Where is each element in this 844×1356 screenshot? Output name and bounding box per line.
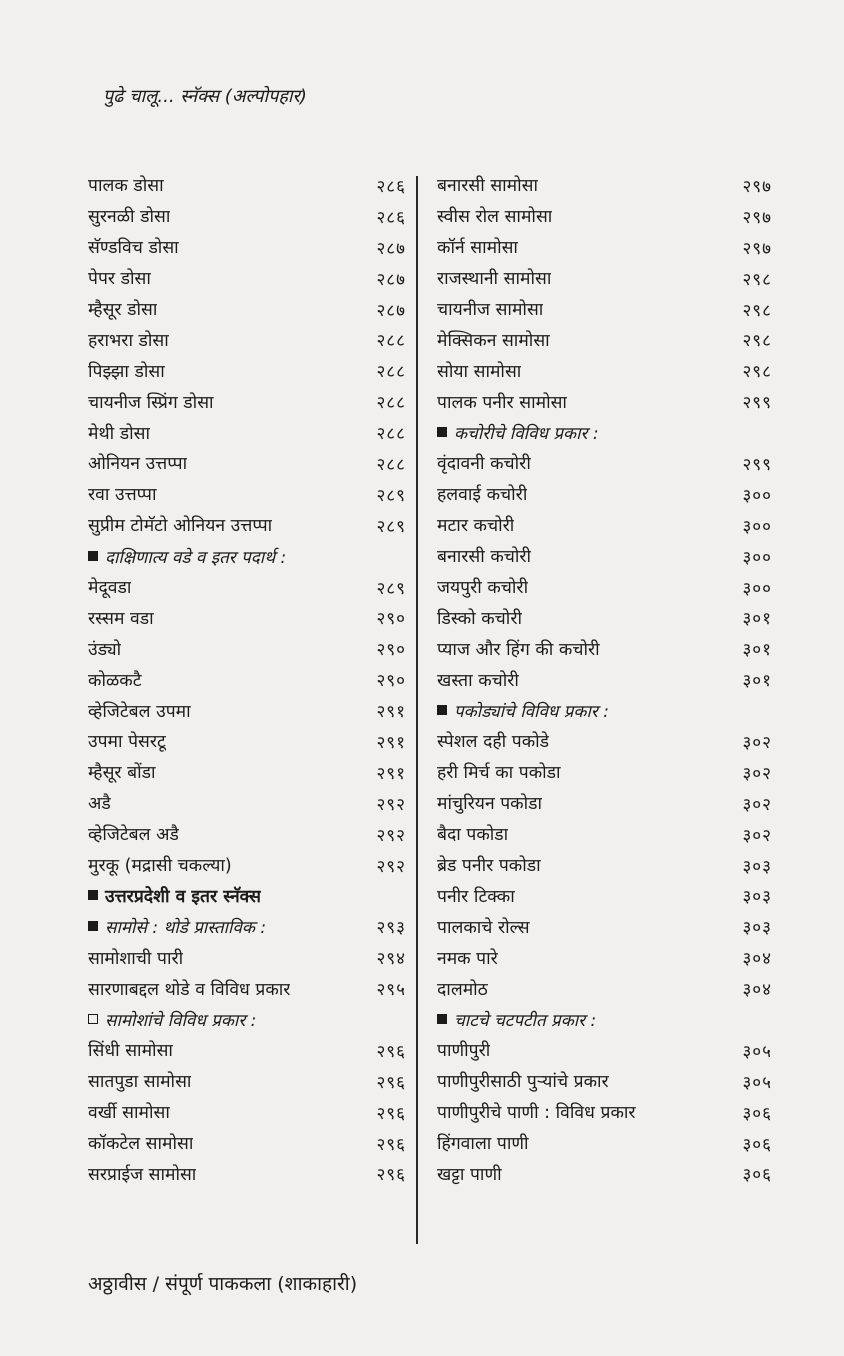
toc-page-number: २८८ [376,331,406,352]
toc-entry-text: कॉकटेल सामोसा [88,1134,194,1155]
toc-entry-title [88,1162,196,1186]
toc-entry-title [437,606,522,630]
toc-entry-text: वृंदावनी कचोरी [437,454,531,475]
toc-entry-text: ओनियन उत्तप्पा [88,454,188,475]
toc-page-number: २८७ [376,238,406,259]
toc-entry-text: पालक पनीर सामोसा [437,392,567,413]
toc-entry [437,1128,772,1159]
toc-entry-title [88,1100,170,1124]
toc-page-number: ३०३ [742,918,772,939]
filled-square-bullet-icon [88,921,98,931]
toc-entry [437,324,772,355]
toc-page-number: २९७ [742,207,772,228]
toc-entry-title [88,791,111,815]
toc-entry-title [88,266,151,290]
toc-entry [437,479,772,510]
toc-entry-title [437,173,538,197]
toc-entry [88,1097,406,1128]
toc-entry-title [88,915,266,938]
toc-entry-text: पकोड्यांचे विविध प्रकार : [454,702,609,723]
toc-entry-title [437,668,519,692]
toc-entry-title [88,1131,193,1155]
toc-entry-text: चायनीज स्प्रिंग डोसा [88,392,214,413]
toc-entry-title [88,328,169,352]
toc-entry-text: पाणीपुरी [437,1041,491,1062]
toc-entry-title [437,421,599,444]
toc-entry [437,1097,772,1128]
toc-page-number: २८९ [376,485,406,506]
toc-section-heading [437,695,772,726]
toc-entry [88,1159,406,1190]
toc-entry [437,788,772,819]
hollow-square-bullet-icon [88,1014,98,1024]
toc-entry-title [437,575,528,599]
toc-page-number: ३०१ [742,609,772,630]
toc-entry-text: पिझ्झा डोसा [88,361,165,382]
toc-page-number: २९६ [376,1103,406,1124]
toc-page-number: २८९ [376,578,406,599]
toc-entry-title [88,822,179,846]
toc-entry-title [88,390,214,414]
toc-page-number: २८८ [376,362,406,383]
toc-entry-title [437,297,543,321]
toc-entry-text: कचोरीचे विविध प्रकार : [454,424,599,445]
filled-square-bullet-icon [437,705,447,715]
toc-page-number: २९८ [742,300,772,321]
toc-entry-text: मांचुरियन पकोडा [437,794,543,815]
toc-entry [437,942,772,973]
toc-entry-title [88,575,131,599]
toc-entry [437,911,772,942]
toc-entry-title [437,1162,502,1186]
toc-entry-text: म्हैसूर बोंडा [88,763,156,784]
filled-square-bullet-icon [88,890,98,900]
toc-entry-text: राजस्थानी सामोसा [437,269,552,290]
toc-entry-text: व्हेजिटेबल अडै [88,825,179,846]
toc-entry-title [437,328,550,352]
filled-square-bullet-icon [437,1014,447,1024]
toc-entry-title [88,884,261,908]
toc-entry [437,664,772,695]
toc-page-number: २९२ [376,825,406,846]
toc-entry-text: दालमोठ [437,979,488,1000]
toc-entry-title [88,637,121,661]
toc-entry [437,510,772,541]
toc-entry [437,1035,772,1066]
toc-page-number: २८८ [376,393,406,414]
toc-entry-text: उपमा पेसरटू [88,732,166,753]
toc-entry [437,232,772,263]
toc-entry-title [437,946,498,970]
toc-entry-text: खट्टा पाणी [437,1164,502,1185]
toc-entry [88,819,406,850]
toc-entry-title [437,822,508,846]
toc-page-number: ३०१ [742,671,772,692]
toc-page-number: २९७ [742,238,772,259]
toc-entry [437,386,772,417]
toc-entry-text: व्हेजिटेबल उपमा [88,701,191,722]
toc-entry-title [88,977,290,1001]
toc-entry-title [88,760,156,784]
toc-entry-title [88,513,272,537]
toc-entry-title [437,204,552,228]
toc-entry-title [88,606,154,630]
toc-page-number: २९८ [742,269,772,290]
toc-page-number: ३०० [742,516,772,537]
toc-entry [437,448,772,479]
toc-page-number: २८९ [376,516,406,537]
toc-entry [88,1128,406,1159]
toc-entry [437,726,772,757]
toc-entry [88,788,406,819]
toc-entry-text: मुरकू (मद्रासी चकल्या) [88,856,232,877]
toc-page-number: २९७ [742,176,772,197]
toc-entry-text: मेक्सिकन सामोसा [437,330,550,351]
toc-entry-text: पेपर डोसा [88,269,151,290]
toc-entry-title [88,451,187,475]
toc-entry [437,633,772,664]
toc-entry-text: अडै [88,794,111,815]
toc-entry-title [437,482,527,506]
toc-entry [437,170,772,201]
toc-entry-text: मेथी डोसा [88,423,151,444]
toc-entry [88,1066,406,1097]
toc-entry-text: मेदूवडा [88,578,132,599]
toc-entry-title [437,1069,609,1093]
toc-page-number: ३०० [742,485,772,506]
toc-page-number: २९८ [742,331,772,352]
toc-entry [437,1066,772,1097]
toc-entry-text: सारणाबद्दल थोडे व विविध प्रकार [88,979,291,1000]
toc-entry-title [437,513,514,537]
toc-entry-text: पालकाचे रोल्स [437,917,530,938]
toc-page-number: २९० [376,671,406,692]
filled-square-bullet-icon [437,427,447,437]
toc-entry [88,510,406,541]
toc-page-number: २८६ [376,176,406,197]
toc-page-number: २८६ [376,207,406,228]
toc-page-number: २९८ [742,362,772,383]
toc-entry-text: पनीर टिक्का [437,886,515,907]
column-divider [416,176,418,1244]
toc-section-heading [88,1004,406,1035]
toc-entry-text: रवा उत्तप्पा [88,485,157,506]
running-header: पुढे चालू... स्नॅक्स (अल्पोपहार) [103,86,307,107]
toc-entry-title [437,1100,636,1124]
toc-entry-text: स्पेशल दही पकोडे [437,732,550,753]
toc-entry-text: बनारसी सामोसा [437,176,539,197]
toc-entry [88,850,406,881]
toc-entry-text: हराभरा डोसा [88,330,169,351]
toc-entry-text: सोया सामोसा [437,361,522,382]
toc-entry [437,880,772,911]
toc-entry-text: रस्सम वडा [88,608,154,629]
toc-page-number: ३०५ [742,1041,772,1062]
toc-entry-text: सामोशांचे विविध प्रकार : [105,1010,257,1031]
toc-entry-title [88,1038,173,1062]
toc-section-heading [88,541,406,572]
toc-entry-text: म्हैसूर डोसा [88,300,158,320]
toc-entry [437,263,772,294]
toc-page-number: २८८ [376,454,406,475]
toc-page-number: ३०२ [742,794,772,815]
toc-page-number: ३०४ [742,949,772,970]
toc-entry-text: दाक्षिणात्य वडे व इतर पदार्थ : [105,547,287,568]
toc-entry-title [437,791,542,815]
toc-entry [88,726,406,757]
toc-entry-text: नमक पारे [437,948,498,969]
toc-entry-text: सिंधी सामोसा [88,1041,173,1062]
toc-left-column [88,170,406,1189]
toc-entry-title [437,266,551,290]
toc-entry-text: ब्रेड पनीर पकोडा [437,856,541,877]
toc-page-number: २९६ [376,1041,406,1062]
toc-entry [88,355,406,386]
toc-entry-text: डिस्को कचोरी [437,608,523,629]
toc-entry-text: उंड्यो [88,639,122,660]
toc-entry [437,602,772,633]
filled-square-bullet-icon [88,551,98,561]
toc-entry [88,602,406,633]
toc-entry [437,294,772,325]
toc-entry [437,819,772,850]
toc-entry [88,664,406,695]
toc-page-number: ३०६ [742,1103,772,1124]
toc-page-number: २९१ [376,702,406,723]
toc-page-number: २९६ [376,1134,406,1155]
toc-entry [88,633,406,664]
toc-entry-text: जयपुरी कचोरी [437,578,529,599]
toc-page-number: २९२ [376,794,406,815]
toc-entry-title [437,637,600,661]
toc-page-number: २९४ [376,949,406,970]
toc-entry-title [437,235,518,259]
toc-entry-text: हरी मिर्च का पकोडा [437,763,561,784]
toc-entry-text: पाणीपुरीचे पाणी : विविध प्रकार [437,1103,636,1124]
toc-entry-text: उत्तरप्रदेशी व इतर स्नॅक्स [105,886,261,907]
toc-entry-title [437,390,567,414]
toc-entry-title [437,760,561,784]
toc-entry-title [88,359,165,383]
toc-entry [88,695,406,726]
toc-page-number: २९६ [376,1072,406,1093]
toc-page-number: २८७ [376,269,406,290]
toc-page-number: २९५ [376,980,406,1001]
toc-entry-title [88,482,157,506]
toc-entry-text: कोळकटै [88,670,142,691]
toc-page-number: २८७ [376,300,406,321]
toc-entry-text: सुरनळी डोसा [88,207,171,228]
toc-page-number: ३०१ [742,640,772,661]
toc-entry-title [437,699,609,722]
toc-page-number: ३०२ [742,732,772,753]
toc-entry-title [437,359,521,383]
toc-entry-title [88,1008,256,1031]
toc-entry [437,757,772,788]
toc-entry-text: बैदा पकोडा [437,825,509,846]
toc-entry [88,757,406,788]
toc-entry-title [88,946,183,970]
toc-page-number: २९३ [376,918,406,939]
toc-entry-text: चायनीज सामोसा [437,300,544,320]
toc-entry-title [437,451,531,475]
toc-entry [88,324,406,355]
toc-page-number: ३०० [742,578,772,599]
toc-entry [88,386,406,417]
toc-entry [88,232,406,263]
toc-entry-title [88,699,191,723]
toc-entry [88,942,406,973]
toc-page-number: २९१ [376,732,406,753]
toc-entry-title [88,1069,191,1093]
toc-page-number: ३०२ [742,825,772,846]
toc-page-number: २९९ [742,454,772,475]
toc-page-number: २९२ [376,856,406,877]
toc-entry [437,201,772,232]
toc-page-number: २९० [376,609,406,630]
toc-entry-title [88,235,179,259]
toc-entry-title [88,668,142,692]
toc-entry-text: हलवाई कचोरी [437,485,528,506]
toc-right-column [437,170,772,1189]
toc-page-number: २९९ [742,393,772,414]
toc-entry-text: खस्ता कचोरी [437,670,519,691]
toc-entry [88,417,406,448]
toc-page-number: २८८ [376,424,406,445]
toc-entry-text: कॉर्न सामोसा [437,238,518,259]
toc-page-number: ३०६ [742,1165,772,1186]
toc-entry-text: हिंगवाला पाणी [437,1134,529,1155]
toc-page-number: २९६ [376,1165,406,1186]
toc-entry [88,201,406,232]
toc-entry-title [437,977,488,1001]
toc-entry-title [437,853,541,877]
toc-entry-text: चाटचे चटपटीत प्रकार : [454,1010,597,1031]
toc-page-number: ३०६ [742,1134,772,1155]
toc-entry-title [88,173,164,197]
toc-entry-text: सामोशाची पारी [88,948,184,969]
toc-entry-title [437,544,531,568]
toc-section-heading [88,911,406,942]
toc-entry [88,170,406,201]
toc-page-number: ३०५ [742,1072,772,1093]
toc-entry [437,1159,772,1190]
toc-entry-text: बनारसी कचोरी [437,547,532,568]
toc-entry [437,572,772,603]
toc-entry [437,850,772,881]
toc-entry-text: स्वीस रोल सामोसा [437,207,553,228]
toc-entry [88,973,406,1004]
toc-entry [88,448,406,479]
toc-page-number: ३०२ [742,763,772,784]
toc-entry-title [88,545,286,568]
toc-page-number: ३०३ [742,856,772,877]
toc-section-heading [437,1004,772,1035]
toc-section-heading [437,417,772,448]
toc-entry-title [437,915,530,939]
toc-entry-text: वर्खी सामोसा [88,1103,170,1124]
toc-entry [88,1035,406,1066]
toc-entry-text: सामोसे : थोडे प्रास्ताविक : [105,918,267,939]
toc-page-number: ३०० [742,547,772,568]
toc-entry-text: सरप्राईज सामोसा [88,1164,197,1185]
toc-entry-title [88,729,166,753]
page-footer: अठ्ठावीस / संपूर्ण पाककला (शाकाहारी) [88,1273,358,1295]
toc-entry-title [88,297,157,321]
toc-entry-title [88,853,232,877]
toc-entry-text: सुप्रीम टोमॅटो ओनियन उत्तप्पा [88,516,273,537]
toc-entry [437,355,772,386]
toc-entry-title [88,204,170,228]
toc-page-number: २९० [376,640,406,661]
toc-entry-text: सॅण्डविच डोसा [88,238,179,259]
toc-entry-text: प्याज और हिंग की कचोरी [437,639,600,660]
toc-entry [88,572,406,603]
toc-entry-text: पाणीपुरीसाठी पुऱ्यांचे प्रकार [437,1072,609,1093]
toc-section-heading [88,880,406,911]
toc-entry [437,973,772,1004]
toc-entry-title [88,421,150,445]
toc-page-number: ३०३ [742,887,772,908]
toc-entry [437,541,772,572]
toc-entry-title [437,1008,596,1031]
toc-page-number: २९१ [376,763,406,784]
toc-entry-title [437,1131,529,1155]
toc-page-number: ३०४ [742,980,772,1001]
toc-entry-text: मटार कचोरी [437,516,515,537]
toc-entry-text: सातपुडा सामोसा [88,1072,192,1093]
toc-entry-title [437,729,549,753]
toc-entry [88,479,406,510]
toc-entry-title [437,884,515,908]
toc-entry [88,263,406,294]
toc-entry-text: पालक डोसा [88,176,164,197]
toc-entry [88,294,406,325]
toc-entry-title [437,1038,490,1062]
